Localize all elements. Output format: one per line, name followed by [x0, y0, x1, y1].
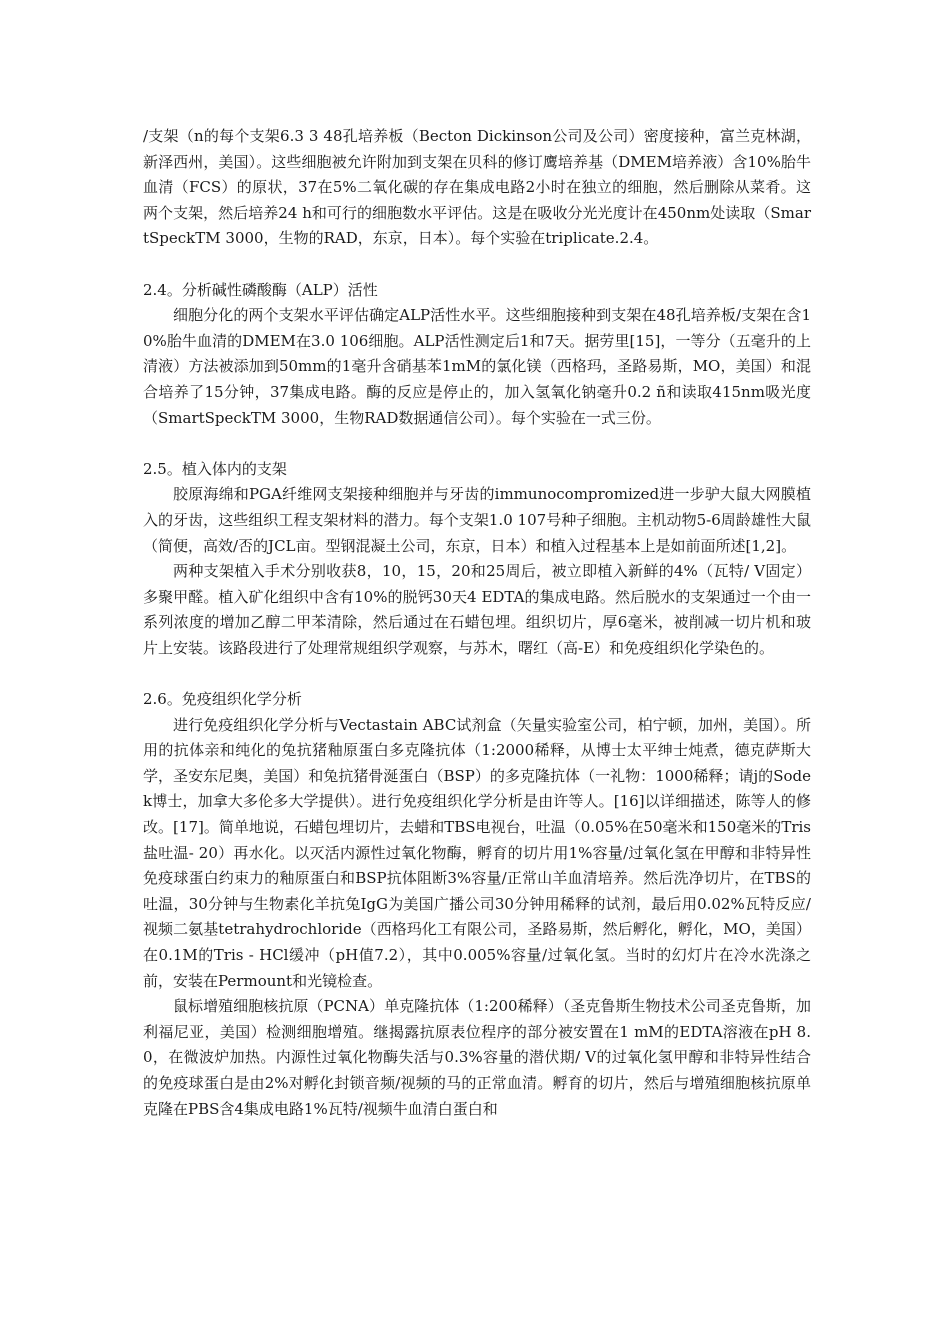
section-heading-2-6: 2.6。免疫组织化学分析 [143, 690, 302, 709]
section-heading-2-4: 2.4。分析碱性磷酸酶（ALP）活性 [143, 280, 378, 299]
document-body [143, 124, 811, 1122]
paragraph-2-4: 细胞分化的两个支架水平评估确定ALP活性水平。这些细胞接种到支架在48孔培养板/支架在含10%胎牛血清的DMEM在3.0 106细胞。ALP活性测定后1和7天。据劳里[15]，一等分（五毫升的上清液）方法被添加到50mm的1毫升含硝基苯1mM的氯化镁（西格玛，圣路易斯，MO，美国）和混合培养了15分钟，37集成电路。酶的反应是停止的，加入氢氧化钠毫升0.2 ñ和读取415nm吸光度（SmartSpeckTM 3000，生物RAD数据通信公司）。每个实验在一式三份。 [143, 306, 811, 427]
section-heading-2-5: 2.5。植入体内的支架 [143, 459, 287, 478]
paragraph-2-6-a: 进行免疫组织化学分析与Vectastain ABC试剂盒（矢量实验室公司，柏宁顿，加州，美国）。所用的抗体亲和纯化的兔抗猪釉原蛋白多克隆抗体（1:2000稀释，从博士太平绅士炖煮，德克萨斯大学，圣安东尼奥，美国）和兔抗猪骨涎蛋白（BSP）的多克隆抗体（一礼物：1000稀释；请j的Sodek博士，加拿大多伦多大学提供）。进行免疫组织化学分析是由许等人。[16]以详细描述，陈等人的修改。[17]。简单地说，石蜡包埋切片，去蜡和TBS电视台，吐温（0.05%在50毫米和150毫米的Tris盐吐温- 20）再水化。以灭活内源性过氧化物酶，孵育的切片用1%容量/过氧化氢在甲醇和非特异性免疫球蛋白约束力的釉原蛋白和BSP抗体阻断3%容量/正常山羊血清培养。然后洗净切片，在TBS的吐温，30分钟与生物素化羊抗兔IgG为美国广播公司30分钟用稀释的试剂，最后用0.02%瓦特反应/视频二氨基tetrahydrochloride（西格玛化工有限公司，圣路易斯，然后孵化，孵化，MO，美国）在0.1M的Tris - HCl缓冲（pH值7.2），其中0.005%容量/过氧化氢。当时的幻灯片在冷水洗涤之前，安装在Permount和光镜检查。 [143, 715, 811, 990]
paragraph-2-6-b: 鼠标增殖细胞核抗原（PCNA）单克隆抗体（1:200稀释）（圣克鲁斯生物技术公司圣克鲁斯，加利福尼亚，美国）检测细胞增殖。继揭露抗原表位程序的部分被安置在1 mM的EDTA溶液在pH 8.0，在微波炉加热。内源性过氧化物酶失活与0.3%容量的潜伏期/ V的过氧化氢甲醇和非特异性结合的免疫球蛋白是由2%对孵化封锁音频/视频的马的正常血清。孵育的切片，然后与增殖细胞核抗原单克隆在PBS含4集成电路1%瓦特/视频牛血清白蛋白和 [143, 997, 811, 1118]
section-gap [143, 661, 811, 687]
paragraph-intro: /支架（n的每个支架6.3 3 48孔培养板（Becton Dickinson公司及公司）密度接种，富兰克林湖，新泽西州，美国）。这些细胞被允许附加到支架在贝科的修订鹰培养基（DMEM培养液）含10%胎牛血清（FCS）的原状，37在5%二氧化碳的存在集成电路2小时在独立的细胞，然后删除从菜肴。这两个支架，然后培养24 h和可行的细胞数水平评估。这是在吸收分光光度计在450nm处读取（SmartSpeckTM 3000，生物的RAD，东京，日本）。每个实验在triplicate.2.4。 [143, 127, 811, 248]
section-gap [143, 431, 811, 457]
paragraph-2-5-b: 两种支架植入手术分别收获8，10，15，20和25周后，被立即植入新鲜的4%（瓦特/ V固定）多聚甲醛。植入矿化组织中含有10%的脱钙30天4 EDTA的集成电路。然后脱水的支架通过一个由一系列浓度的增加乙醇二甲苯清除，然后通过在石蜡包埋。组织切片，厚6毫米，被削减一切片机和玻片上安装。该路段进行了处理常规组织学观察，与苏木，曙红（高-E）和免疫组织化学染色的。 [143, 562, 811, 657]
paragraph-2-5-a: 胶原海绵和PGA纤维网支架接种细胞并与牙齿的immunocompromized进一步驴大鼠大网膜植入的牙齿，这些组织工程支架材料的潜力。每个支架1.0 107号种子细胞。主机动物5-6周龄雄性大鼠（简便，高效/否的JCL亩。型钢混凝土公司，东京，日本）和植入过程基本上是如前面所述[1,2]。 [143, 485, 811, 555]
section-gap [143, 252, 811, 278]
